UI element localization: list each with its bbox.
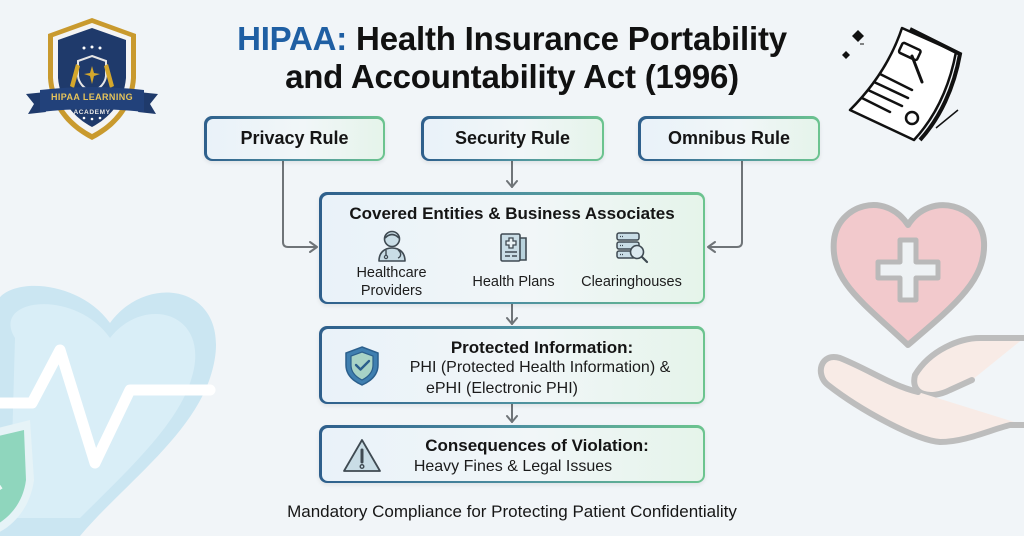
logo-line1: HIPAA LEARNING (50, 92, 134, 102)
covered-entities-title: Covered Entities & Business Associates (349, 203, 675, 223)
privacy-rule-box (204, 116, 385, 161)
entity-healthcare-providers (342, 264, 442, 300)
consequences-box (319, 425, 705, 483)
consequences-line1: Heavy Fines & Legal Issues (413, 457, 613, 475)
consequences-title: Consequences of Violation: (425, 435, 649, 455)
footer-tagline: Mandatory Compliance for Protecting Patient Confidentiality (287, 502, 737, 521)
entity-label: Providers (360, 282, 423, 299)
covered-entities-box (319, 192, 705, 304)
protected-information-line1: PHI (Protected Health Information) & (409, 358, 671, 376)
logo-line2: ACADEMY (73, 109, 111, 116)
omnibus-rule-label: Omnibus Rule (667, 128, 790, 148)
entity-label: Healthcare (356, 264, 427, 281)
entity-label: Clearinghouses (581, 273, 682, 290)
title-line2: and Accountability Act (1996) (285, 58, 739, 95)
entity-label: Health Plans (472, 273, 555, 290)
privacy-rule-label: Privacy Rule (240, 128, 349, 148)
security-rule-label: Security Rule (454, 128, 571, 148)
entity-health-plans (464, 273, 564, 291)
omnibus-rule-box (638, 116, 820, 161)
entity-clearinghouses (570, 273, 694, 291)
protected-information-title: Protected Information: (450, 337, 634, 357)
protected-information-line2: ePHI (Electronic PHI) (425, 379, 579, 397)
title-accent: HIPAA: (237, 20, 348, 57)
document-plan-icon (498, 232, 530, 264)
doctor-icon (376, 229, 408, 263)
server-search-icon (615, 231, 649, 265)
security-rule-box (421, 116, 604, 161)
title-line1: Health Insurance Portability (347, 20, 787, 57)
protected-information-box (319, 326, 705, 404)
